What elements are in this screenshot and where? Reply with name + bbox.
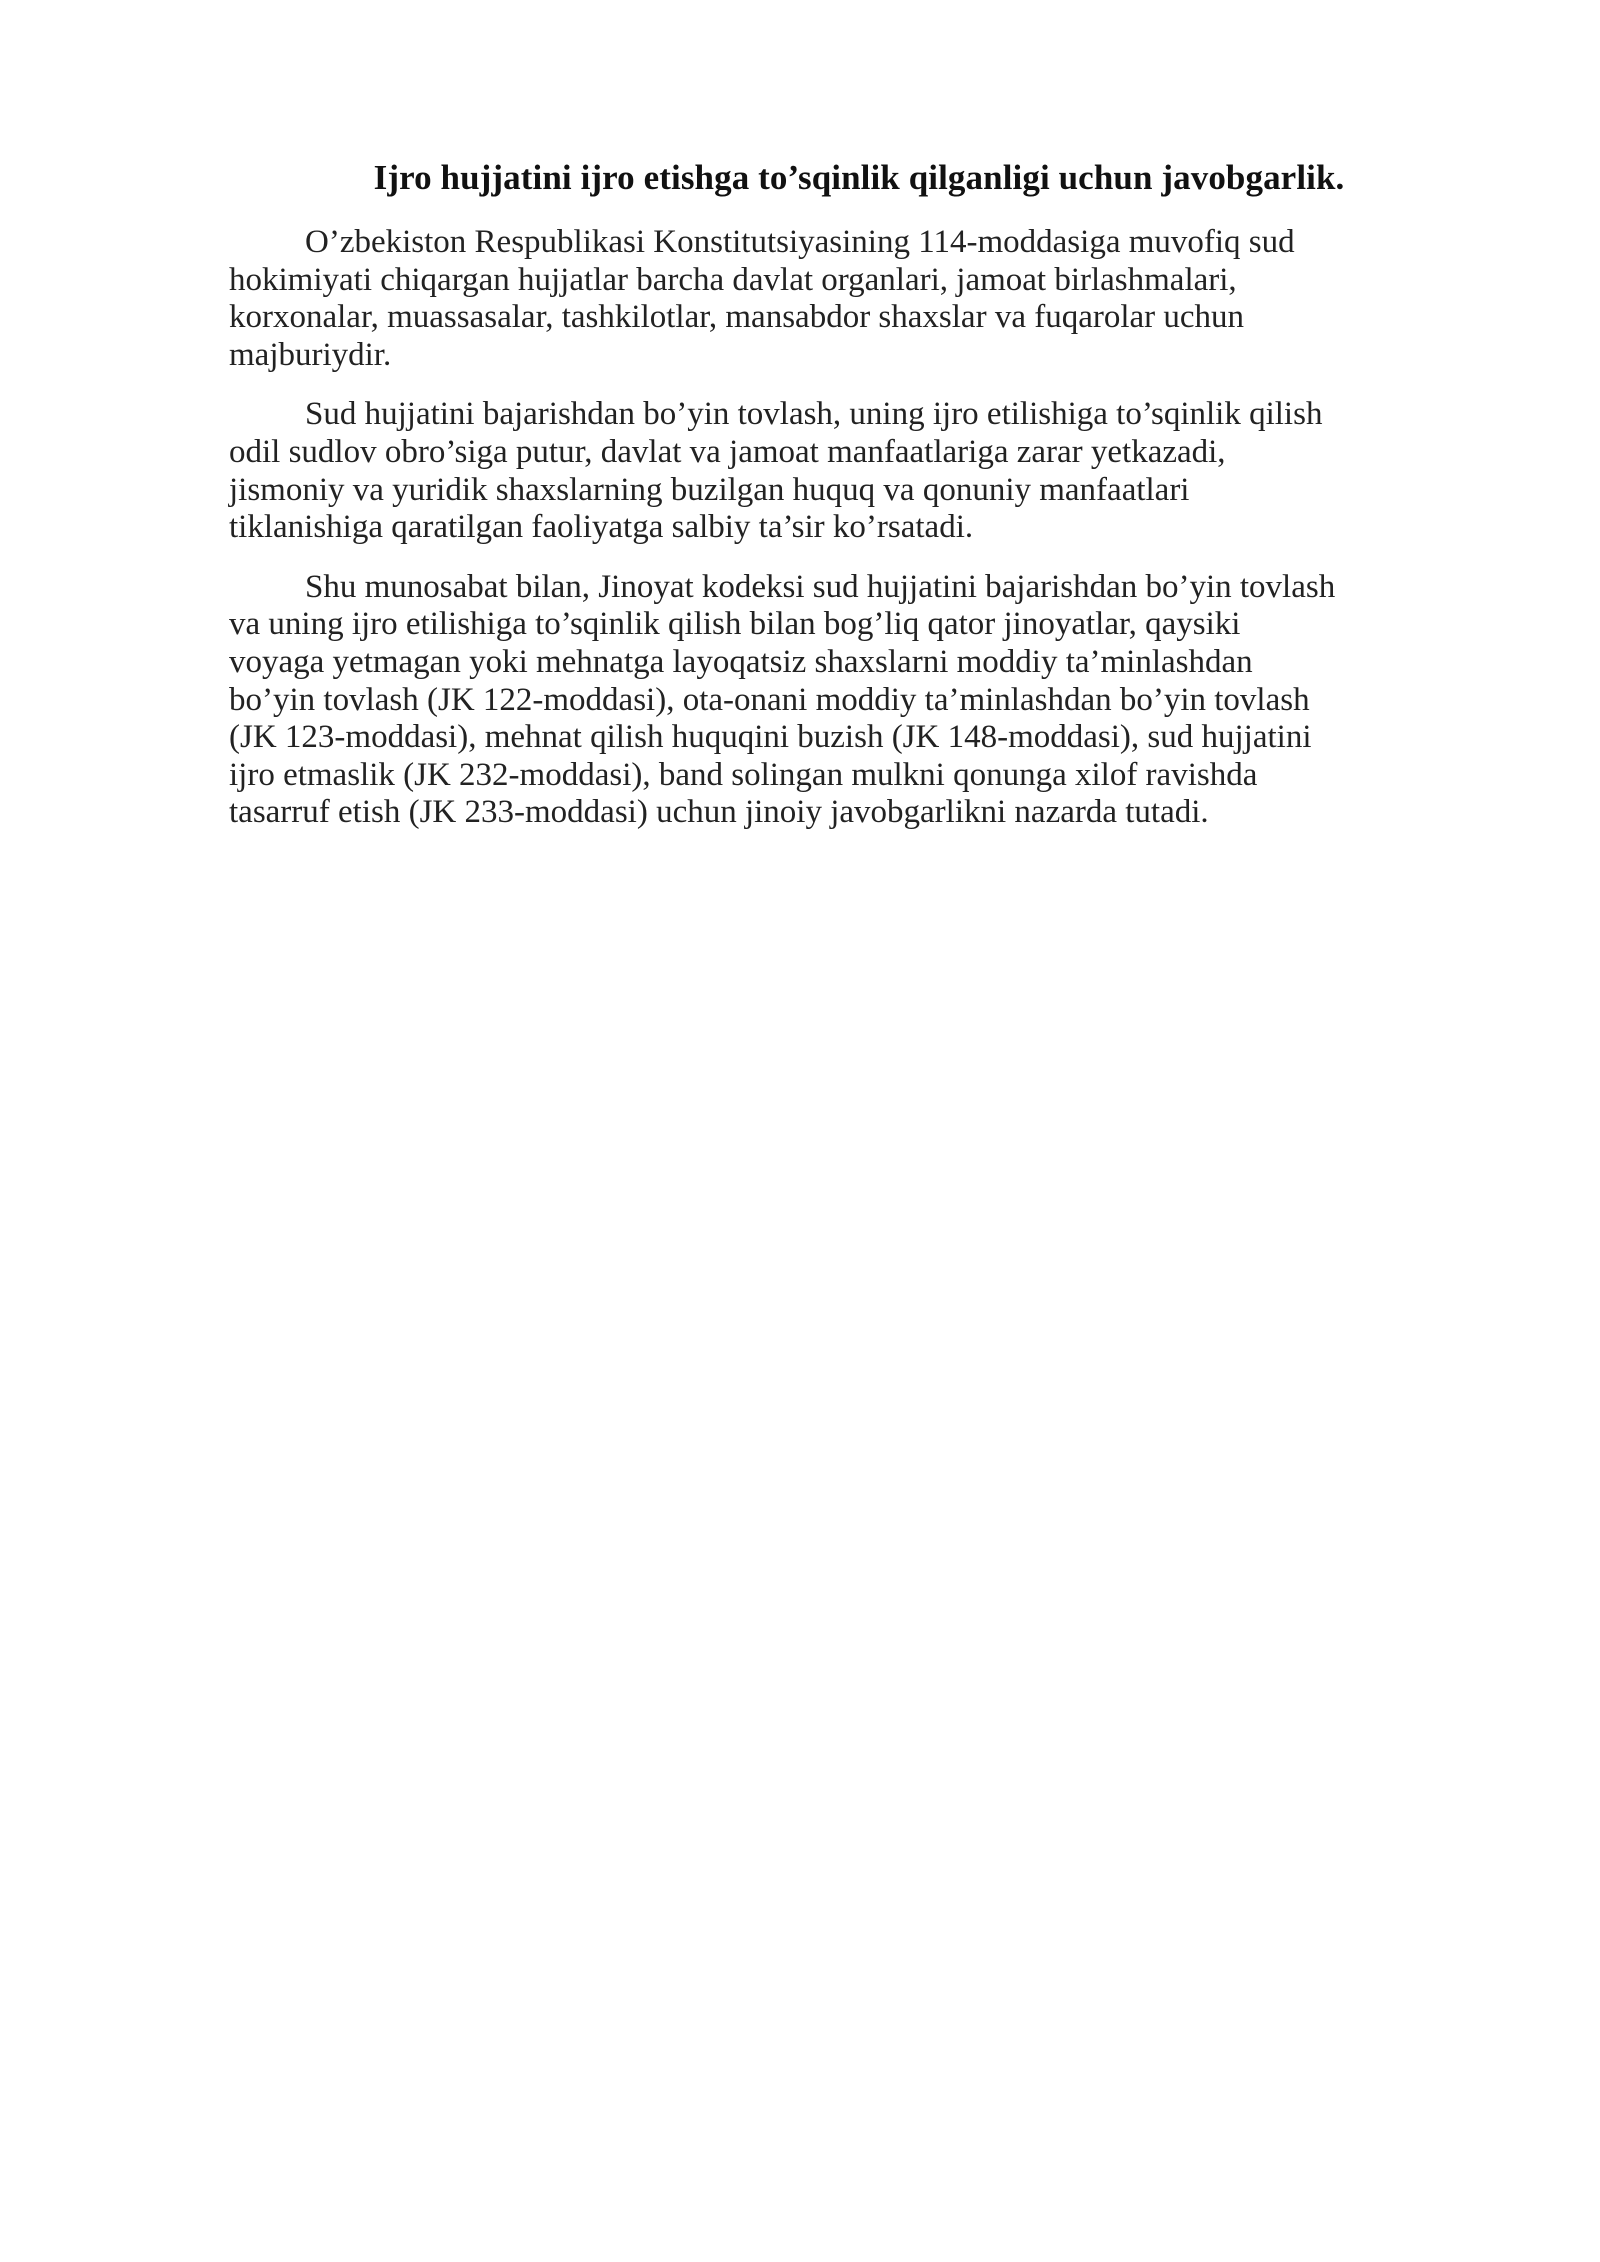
paragraph-line: O’zbekiston Respublikasi Konstitutsiyasining 114-moddasiga muvofiq sud xyxy=(305,224,1295,260)
paragraph-line: va uning ijro etilishiga to’sqinlik qilish bilan bog’liq qator jinoyatlar, qaysiki xyxy=(229,606,1241,643)
paragraph-constitution xyxy=(229,224,1489,374)
paragraph-line: tiklanishiga qaratilgan faoliyatga salbiy ta’sir ko’rsatadi. xyxy=(229,509,974,546)
paragraph-evasion xyxy=(229,396,1489,546)
paragraph-line: odil sudlov obro’siga putur, davlat va jamoat manfaatlariga zarar yetkazadi, xyxy=(229,433,1226,470)
paragraph-line: majburiydir. xyxy=(229,336,392,373)
document-title: Ijro hujjatini ijro etishga to’sqinlik qilganligi uchun javobgarlik. xyxy=(373,158,1345,197)
paragraph-line: Shu munosabat bilan, Jinoyat kodeksi sud hujjatini bajarishdan bo’yin tovlash xyxy=(305,568,1336,605)
paragraph-line: korxonalar, muassasalar, tashkilotlar, mansabdor shaxslar va fuqarolar uchun xyxy=(229,299,1245,336)
paragraph-line: hokimiyati chiqargan hujjatlar barcha davlat organlari, jamoat birlashmalari, xyxy=(229,261,1237,298)
paragraph-line: Sud hujjatini bajarishdan bo’yin tovlash, uning ijro etilishiga to’sqinlik qilish xyxy=(305,396,1323,433)
document-body xyxy=(229,150,1489,854)
paragraph-line: voyaga yetmagan yoki mehnatga layoqatsiz shaxslarni moddiy ta’minlashdan xyxy=(229,643,1253,680)
paragraph-line: (JK 123-moddasi), mehnat qilish huquqini buzish (JK 148-moddasi), sud hujjatini xyxy=(229,719,1312,756)
paragraph-line: jismoniy va yuridik shaxslarning buzilgan huquq va qonuniy manfaatlari xyxy=(229,471,1190,508)
paragraph-line: bo’yin tovlash (JK 122-moddasi), ota-onani moddiy ta’minlashdan bo’yin tovlash xyxy=(229,681,1310,718)
paragraph-line: ijro etmaslik (JK 232-moddasi), band solingan mulkni qonunga xilof ravishda xyxy=(229,756,1258,793)
paragraph-line: tasarruf etish (JK 233-moddasi) uchun jinoiy javobgarlikni nazarda tutadi. xyxy=(229,794,1209,831)
paragraph-criminal-code xyxy=(229,569,1489,832)
